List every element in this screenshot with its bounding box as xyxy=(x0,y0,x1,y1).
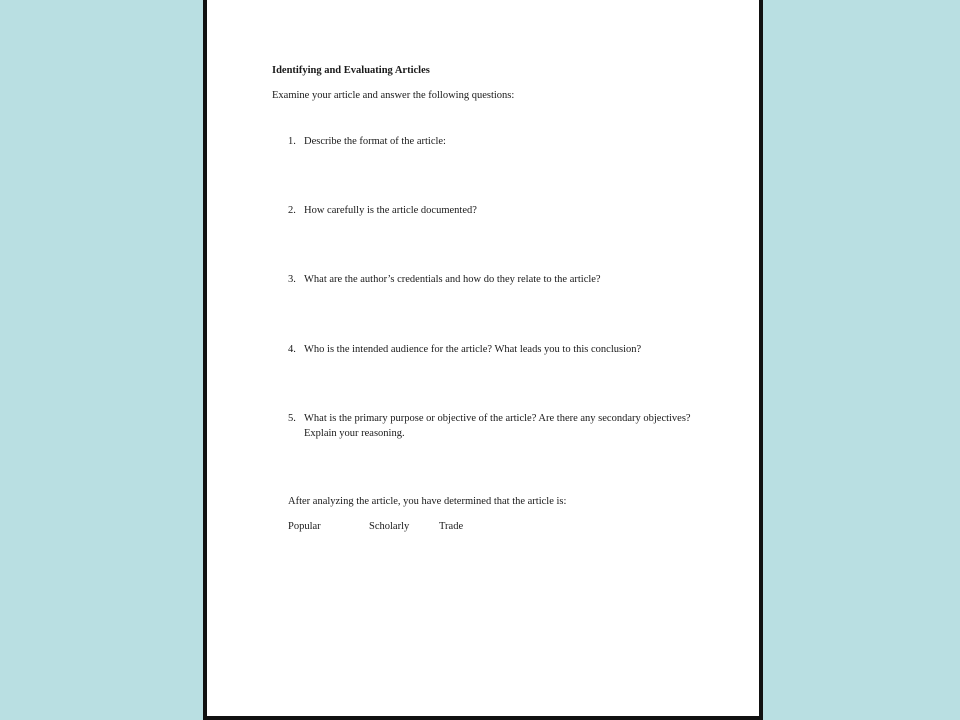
question-item xyxy=(288,272,704,287)
document-title: Identifying and Evaluating Articles xyxy=(272,65,430,76)
article-type-options xyxy=(288,519,463,534)
option-trade: Trade xyxy=(439,521,464,532)
question-number: 1. xyxy=(288,136,296,147)
question-item xyxy=(288,411,704,441)
question-item xyxy=(288,134,704,149)
question-item xyxy=(288,203,704,218)
question-text: Describe the format of the article: xyxy=(304,136,446,147)
question-item xyxy=(288,342,704,357)
document-intro: Examine your article and answer the following questions: xyxy=(272,90,515,101)
question-number: 3. xyxy=(288,274,296,285)
document-page xyxy=(203,0,763,720)
question-text: Who is the intended audience for the article? What leads you to this conclusion? xyxy=(304,344,642,355)
question-text: What are the author’s credentials and how do they relate to the article? xyxy=(304,274,601,285)
question-number: 2. xyxy=(288,205,296,216)
question-number: 5. xyxy=(288,413,296,424)
option-scholarly: Scholarly xyxy=(369,521,410,532)
conclusion-prompt: After analyzing the article, you have determined that the article is: xyxy=(288,496,567,507)
question-text: What is the primary purpose or objective of the article? Are there any secondary objectives? Explain your reasoning. xyxy=(304,413,691,439)
option-popular: Popular xyxy=(288,521,321,532)
question-number: 4. xyxy=(288,344,296,355)
question-text: How carefully is the article documented? xyxy=(304,205,477,216)
